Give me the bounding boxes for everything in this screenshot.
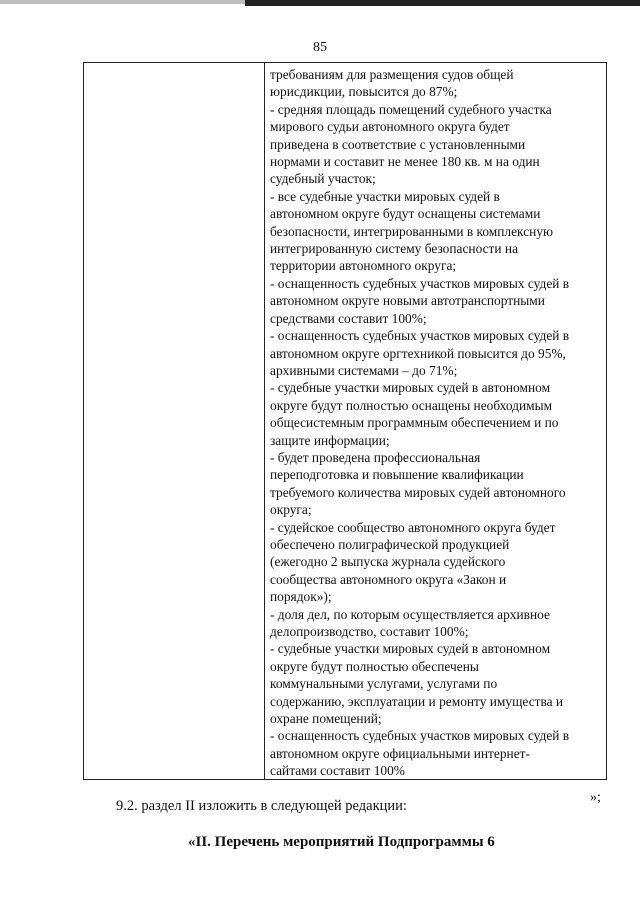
cell-line: защите информации; <box>270 432 390 448</box>
scan-edge-dark <box>245 0 640 6</box>
cell-line: охране помещений; <box>270 711 382 727</box>
cell-line: - судейское сообщество автономного округа будет <box>270 519 556 535</box>
scan-top-edge <box>0 0 640 10</box>
closing-quote-mark: »; <box>590 790 601 805</box>
cell-line: обеспечено полиграфической продукцией <box>270 536 510 552</box>
cell-line: - все судебные участки мировых судей в <box>270 188 500 204</box>
section-heading: «II. Перечень мероприятий Подпрограммы 6 <box>188 834 495 850</box>
cell-line: округе будут полностью оснащены необходимым <box>270 397 553 413</box>
cell-line: интегрированную систему безопасности на <box>270 241 519 257</box>
cell-line: переподготовка и повышение квалификации <box>270 467 524 483</box>
cell-line: округа; <box>270 502 312 518</box>
cell-line: требованиям для размещения судов общей <box>270 67 514 82</box>
cell-line: коммунальными услугами, услугами по <box>270 676 498 692</box>
cell-line: сообщества автономного округа «Закон и <box>270 571 507 587</box>
cell-line: - судебные участки мировых судей в автономном <box>270 641 551 657</box>
cell-line: судебный участок; <box>270 171 376 187</box>
cell-line: автономном округе будут оснащены системами <box>270 206 541 222</box>
cell-line: округе будут полностью обеспечены <box>270 658 479 674</box>
cell-line: нормами и составит не менее 180 кв. м на один <box>270 154 540 170</box>
cell-line: - оснащенность судебных участков мировых судей в <box>270 275 570 291</box>
scan-edge-light <box>0 0 245 4</box>
cell-line: - судебные участки мировых судей в автономном <box>270 380 551 396</box>
cell-line: - оснащенность судебных участков мировых судей в <box>270 328 570 344</box>
table-left-cell <box>84 63 265 779</box>
cell-line: содержанию, эксплуатации и ремонту имущества и <box>270 693 564 709</box>
cell-line: безопасности, интегрированными в комплексную <box>270 223 554 239</box>
amendment-paragraph: 9.2. раздел II изложить в следующей редакции: <box>116 798 407 814</box>
cell-line: мирового судьи автономного округа будет <box>270 119 510 135</box>
cell-line: общесистемным программным обеспечением и по <box>270 415 559 431</box>
page-number: 85 <box>313 40 327 55</box>
cell-line: юрисдикции, повысится до 87%; <box>270 84 458 100</box>
cell-line: приведена в соответствие с установленными <box>270 136 526 152</box>
cell-line: - доля дел, по которым осуществляется архивное <box>270 606 550 622</box>
cell-line: (ежегодно 2 выпуска журнала судейского <box>270 554 506 570</box>
cell-line: порядок»); <box>270 589 332 605</box>
cell-line: автономном округе новыми автотранспортными <box>270 293 545 309</box>
cell-line: автономном округе официальными интернет- <box>270 745 530 761</box>
cell-line: - средняя площадь помещений судебного участка <box>270 101 552 117</box>
cell-line: требуемого количества мировых судей автономного <box>270 484 566 500</box>
cell-line: - оснащенность судебных участков мировых судей в <box>270 728 570 744</box>
cell-line: территории автономного округа; <box>270 258 457 274</box>
cell-line: средствами составит 100%; <box>270 310 427 326</box>
cell-line: сайтами составит 100% <box>270 763 405 779</box>
cell-line: автономном округе оргтехникой повысится до 95%, <box>270 345 566 361</box>
cell-line: архивными системами – до 71%; <box>270 362 458 378</box>
table-right-cell <box>265 63 606 779</box>
continuation-table <box>83 62 607 780</box>
cell-line: делопроизводство, составит 100%; <box>270 624 469 639</box>
cell-line: - будет проведена профессиональная <box>270 449 481 465</box>
